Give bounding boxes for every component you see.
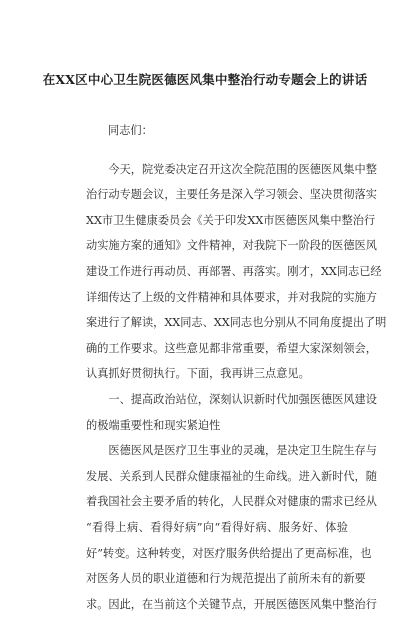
text-line: 认真抓好贯彻执行。下面，我再讲三点意见。 (86, 367, 310, 381)
document-body (86, 118, 387, 617)
text-line: 动实施方案的通知》文件精神，对我院下一阶段的医德医风 (86, 239, 377, 253)
text-line: 一、提高政治站位，深刻认识新时代加强医德医风建设 (86, 392, 377, 406)
text-line: 建设工作进行再动员、再部署、再落实。刚才，XX同志已经 (86, 264, 382, 278)
text-line: 着我国社会主要矛盾的转化，人民群众对健康的需求已经从 (86, 495, 377, 509)
text-line: XX市卫生健康委员会《关于印发XX市医德医风集中整治行 (86, 213, 376, 227)
text-line: 治行动专题会议，主要任务是深入学习领会、坚决贯彻落实 (86, 188, 377, 202)
text-line: 案进行了解读，XX同志、XX同志也分别从不同角度提出了明 (86, 316, 387, 330)
text-line: 发展、关系到人民群众健康福祉的生命线。进入新时代，随 (86, 469, 377, 483)
text-line: 好”转变。这种转变，对医疗服务供给提出了更高标准，也 (86, 546, 372, 560)
salutation: 同志们： (108, 124, 153, 137)
text-line: 确的工作要求。这些意见都非常重要，希望大家深刻领会， (86, 341, 377, 355)
paragraph-section-one (86, 438, 377, 617)
text-line: 医德医风是医疗卫生事业的灵魂，是决定卫生院生存与 (86, 444, 377, 458)
text-line: 求。因此，在当前这个关键节点，开展医德医风集中整治行 (86, 597, 377, 611)
text-line: 今天，院党委决定召开这次全院范围的医德医风集中整 (86, 162, 377, 176)
text-line: 详细传达了上级的文件精神和具体要求，并对我院的实施方 (86, 290, 377, 304)
text-line: 的极端重要性和现实紧迫性 (86, 418, 221, 432)
document-title: 在XX区中心卫生院医德医风集中整治行动专题会上的讲话 (42, 72, 368, 87)
section-heading-one (86, 387, 377, 438)
text-line: 对医务人员的职业道德和行为规范提出了前所未有的新要 (86, 572, 366, 586)
text-line: “看得上病、看得好病”向“看得好病、服务好、体验 (86, 520, 348, 534)
paragraph-opening (86, 157, 387, 387)
paragraph-spacer (86, 144, 348, 157)
